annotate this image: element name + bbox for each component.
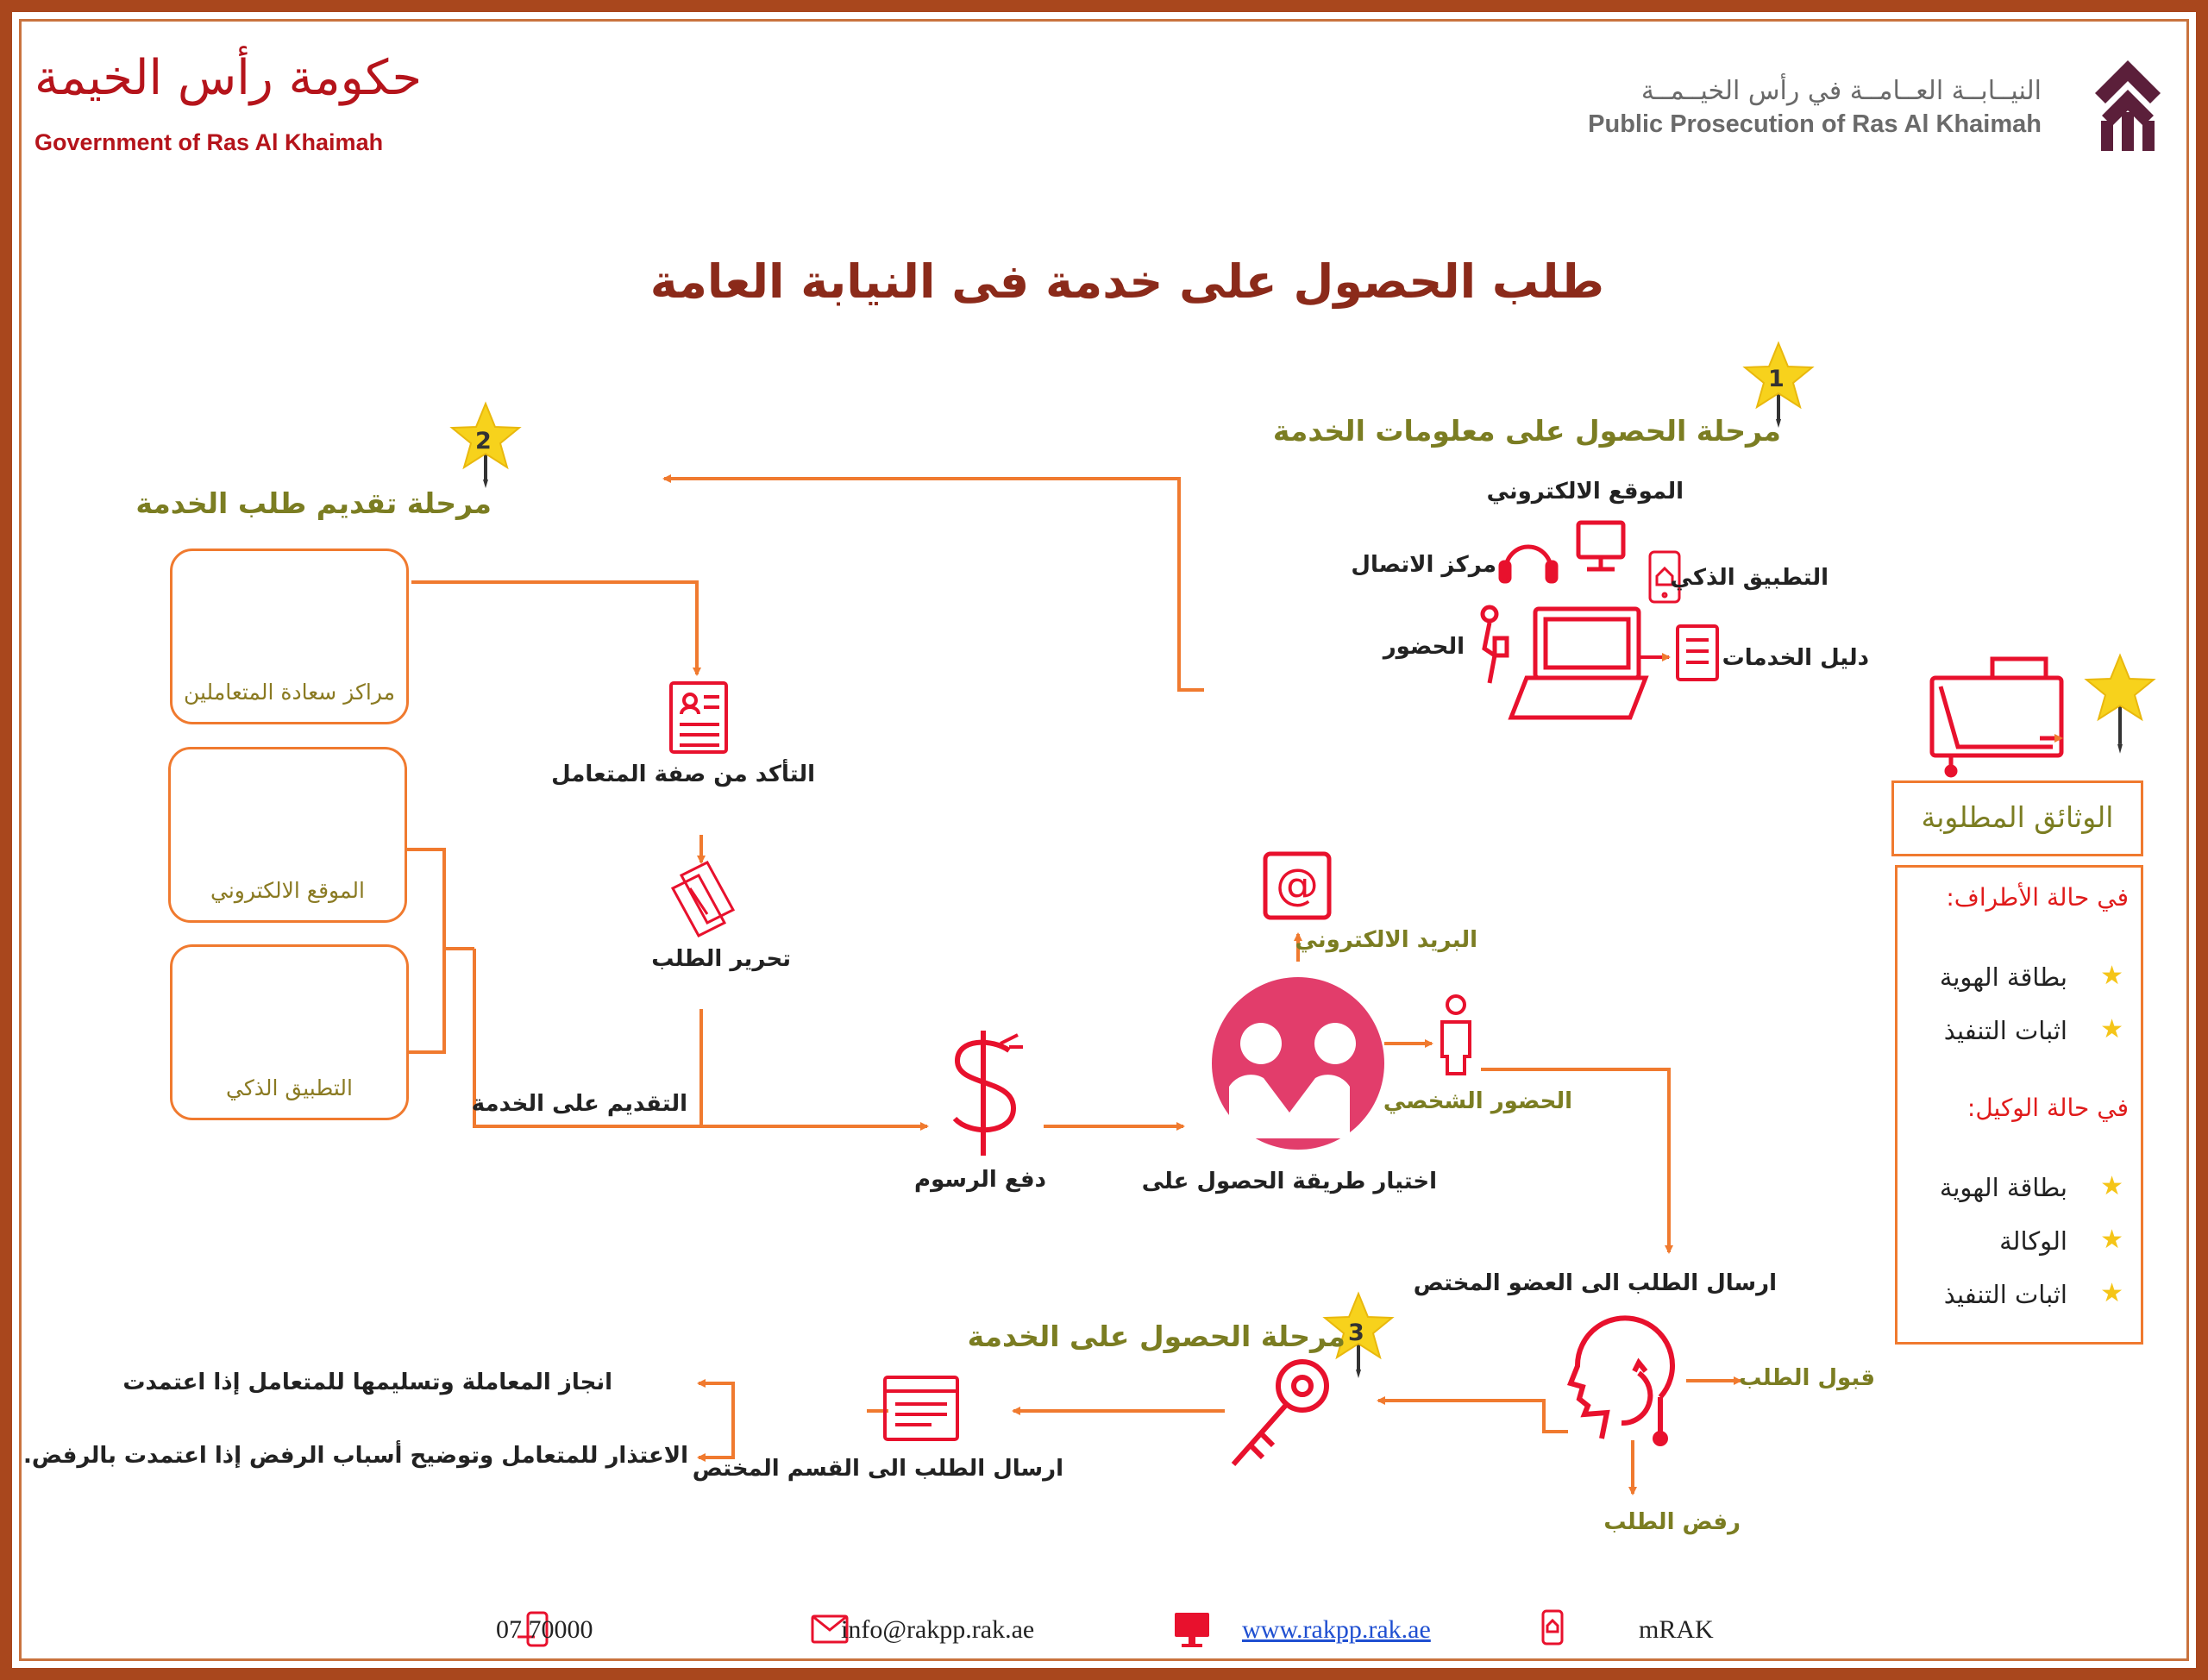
write-request-label: تحرير الطلب [651,946,791,972]
website-box [168,747,407,923]
info-attendance-label: الحضور [1383,634,1465,660]
documents-star-icon [2086,655,2154,754]
info-smart-app-label: التطبيق الذكي [1670,565,1828,591]
pp-logo-arabic: النيــابــة العــامــة في رأس الخيــمــة [1640,76,2042,106]
agent-item-1: بطاقة الهوية [1939,1173,2067,1202]
website-label: الموقع الالكتروني [210,878,365,903]
send-member-label: ارسال الطلب الى العضو المختص [1413,1270,1777,1296]
apology-label: الاعتذار للمتعامل وتوضيح أسباب الرفض إذا اعتمدت بالرفض. [23,1443,688,1469]
papers-icon [673,862,733,936]
agent-item-3: اثبات التنفيذ [1943,1280,2067,1309]
submit-label: التقديم على الخدمة [471,1091,687,1117]
mobile-footer-icon [1543,1611,1562,1644]
parties-item-1: بطاقة الهوية [1939,962,2067,992]
id-form-icon [671,683,726,752]
handshake-icon [1212,977,1384,1150]
smart-app-box [170,944,409,1120]
parties-item-2-bullet: ★ [2100,1014,2123,1044]
document-list-icon [1637,626,1717,680]
documents-list-box [1895,865,2143,1345]
svg-text:@: @ [1276,860,1319,910]
stage3-label: مرحلة الحصول على الخدمة [967,1320,1346,1353]
stage1-number: 1 [1768,366,1785,392]
parties-item-2: اثبات التنفيذ [1943,1016,2067,1045]
agent-case-label: في حالة الوكيل: [1966,1094,2129,1122]
key-icon [1233,1362,1327,1464]
info-services-guide-label: دليل الخدمات [1722,645,1869,671]
personal-attendance-label: الحضور الشخصي [1383,1088,1572,1114]
form-card-icon [885,1377,957,1439]
footer-app-name: mRAK [1639,1615,1714,1644]
email-label: البريد الالكتروني [1295,927,1477,953]
parties-item-1-bullet: ★ [2100,961,2123,991]
choose-method-label: اختيار طريقة الحصول على [1141,1169,1437,1194]
documents-title: الوثائق المطلوبة [1921,800,2114,834]
agent-item-1-bullet: ★ [2100,1171,2123,1201]
agent-item-2: الوكالة [1999,1226,2067,1256]
footer-website-link[interactable]: www.rakpp.rak.ae [1242,1615,1431,1644]
send-section-label: ارسال الطلب الى القسم المختص [692,1456,1063,1482]
info-call-center-label: مركز الاتصال [1351,552,1496,578]
headset-icon [1501,547,1556,581]
accept-label: قبول الطلب [1739,1365,1875,1391]
agent-item-2-bullet: ★ [2100,1225,2123,1255]
page-title: طلب الحصول على خدمة فى النيابة العامة [649,254,1604,309]
info-website-label: الموقع الالكتروني [1486,479,1684,505]
email-at-icon [1265,854,1329,918]
stage3-number: 3 [1348,1320,1364,1346]
dollar-icon [955,1031,1023,1156]
agent-item-3-bullet: ★ [2100,1278,2123,1308]
gov-logo-english: Government of Ras Al Khaimah [34,129,384,155]
complete-label: انجاز المعاملة وتسليمها للمتعامل إذا اعتمدت [122,1370,612,1395]
happiness-centers-label: مراكز سعادة المتعاملين [183,680,396,705]
monitor-footer-icon [1175,1613,1209,1647]
gov-logo-arabic: حكومة رأس الخيمة [34,50,423,106]
briefcase-icon [1932,659,2061,775]
monitor-icon [1578,523,1623,569]
footer-phone: 07 70000 [496,1615,593,1644]
stage2-number: 2 [475,428,492,454]
pay-label: دفع الرسوم [914,1167,1046,1193]
reject-label: رفض الطلب [1603,1509,1741,1535]
smart-app-label: التطبيق الذكي [226,1075,353,1100]
laptop-person-icon [1483,607,1646,718]
verify-label: التأكد من صفة المتعامل [551,762,815,787]
documents-title-box [1891,780,2143,856]
stage1-label: مرحلة الحصول على معلومات الخدمة [1272,414,1781,448]
person-icon [1442,996,1470,1074]
pp-logo-english: Public Prosecution of Ras Al Khaimah [1588,110,2042,138]
happiness-centers-box [170,549,409,724]
pp-emblem-icon [2095,60,2161,151]
footer-email[interactable]: info@rakpp.rak.ae [841,1615,1035,1644]
stage2-label: مرحلة تقديم طلب الخدمة [135,486,492,520]
head-review-icon [1571,1318,1672,1444]
parties-case-label: في حالة الأطراف: [1946,883,2129,912]
